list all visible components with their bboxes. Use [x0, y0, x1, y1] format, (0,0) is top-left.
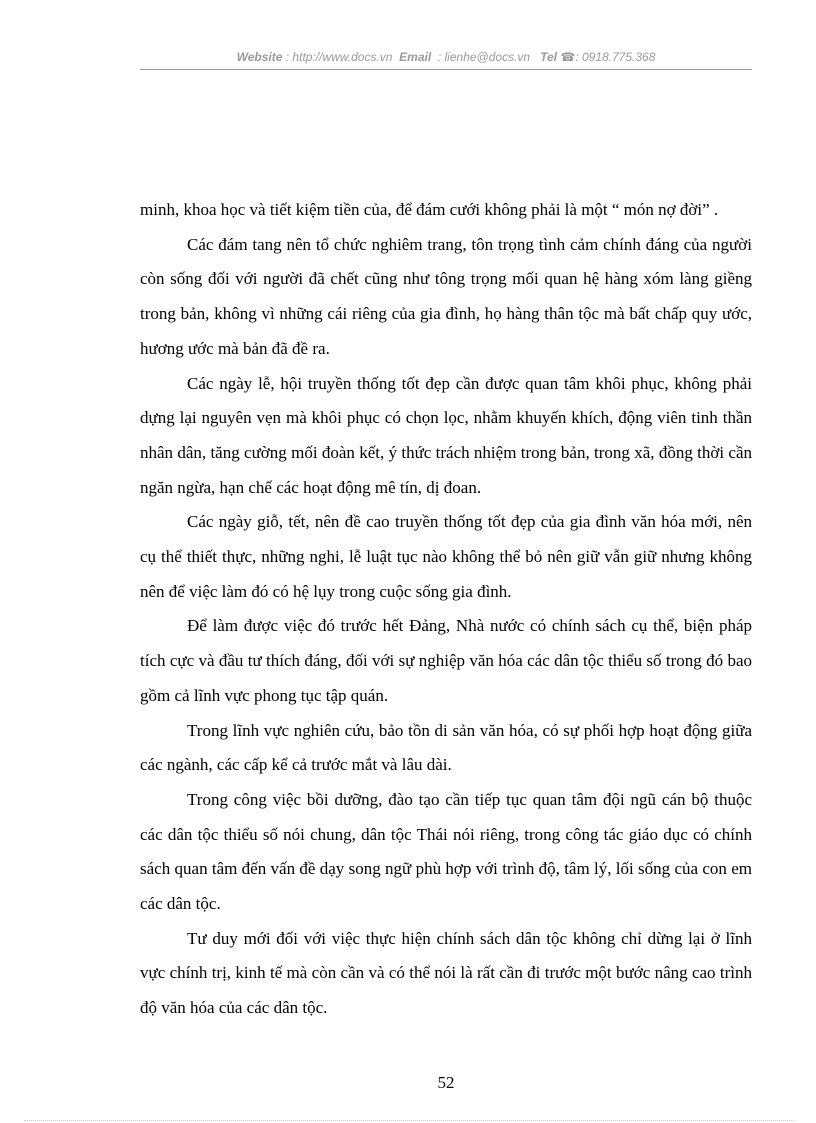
tel-label: Tel: [540, 50, 557, 64]
header-divider: [140, 69, 752, 70]
website-label: Website: [236, 50, 283, 64]
paragraph: Tư duy mới đối với việc thực hiện chính sách dân tộc không chỉ dừng lại ở lĩnh vực chính trị, kinh tế mà còn cần và có thể nói là rất cần đi trước một bước nâng cao trình độ văn hóa của các dân tộc.: [140, 928, 752, 1018]
paragraph: Các ngày lễ, hội truyền thống tốt đẹp cần được quan tâm khôi phục, không phải dựng lại nguyên vẹn mà khôi phục có chọn lọc, nhằm khuyến khích, động viên tinh thần nhân dân, tăng cường mối đoàn kết, ý thức trách nhiệm trong bản, trong xã, đồng thời cần ngăn ngừa, hạn chế các hoạt động mê tín, dị đoan.: [140, 373, 752, 497]
tel-number: : 0918.775.368: [575, 50, 656, 64]
paragraph: Để làm được việc đó trước hết Đảng, Nhà nước có chính sách cụ thể, biện pháp tích cực và đầu tư thích đáng, đối với sự nghiệp văn hóa các dân tộc thiểu số trong đó bao gồm cả lĩnh vực phong tục tập quán.: [140, 616, 752, 705]
email-address[interactable]: : lienhe@docs.vn: [437, 50, 531, 64]
paragraph: Các ngày giỗ, tết, nên đề cao truyền thống tốt đẹp của gia đình văn hóa mới, nên cụ thể thiết thực, những nghi, lễ luật tục nào không thể bỏ nên giữ vẫn giữ nhưng không nên để việc làm đó có hệ lụy trong cuộc sống gia đình.: [140, 512, 752, 601]
paragraph: Các đám tang nên tổ chức nghiêm trang, tôn trọng tình cảm chính đáng của người còn sống đối với người đã chết cũng như tông trọng mối quan hệ hàng xóm làng giềng trong bản, không vì những cái riêng của gia đình, họ hàng thân tộc mà bất chấp quy ước, hương ước mà bản đã đề ra.: [140, 234, 752, 358]
paragraph: Trong công việc bồi dưỡng, đào tạo cần tiếp tục quan tâm đội ngũ cán bộ thuộc các dân tộc thiểu số nói chung, dân tộc Thái nói riêng, trong công tác giáo dục có chính sách quan tâm đến vấn đề dạy song ngữ phù hợp với trình độ, tâm lý, lối sống của con em các dân tộc.: [140, 789, 752, 914]
paragraph: Trong lĩnh vực nghiên cứu, bảo tồn di sản văn hóa, có sự phối hợp hoạt động giữa các ngành, các cấp kể cả trước mắt và lâu dài.: [140, 720, 752, 775]
paragraph-continuation: minh, khoa học và tiết kiệm tiền của, để đám cưới không phải là một “ món nợ đời” .: [140, 200, 719, 219]
website-url[interactable]: : http://www.docs.vn: [285, 50, 393, 64]
page-header: [140, 50, 752, 64]
footer-divider: [24, 1120, 794, 1121]
document-body: [140, 193, 752, 1026]
email-label: Email: [399, 50, 432, 64]
page-number: 52: [437, 1073, 455, 1092]
phone-icon: ☎: [560, 50, 576, 64]
